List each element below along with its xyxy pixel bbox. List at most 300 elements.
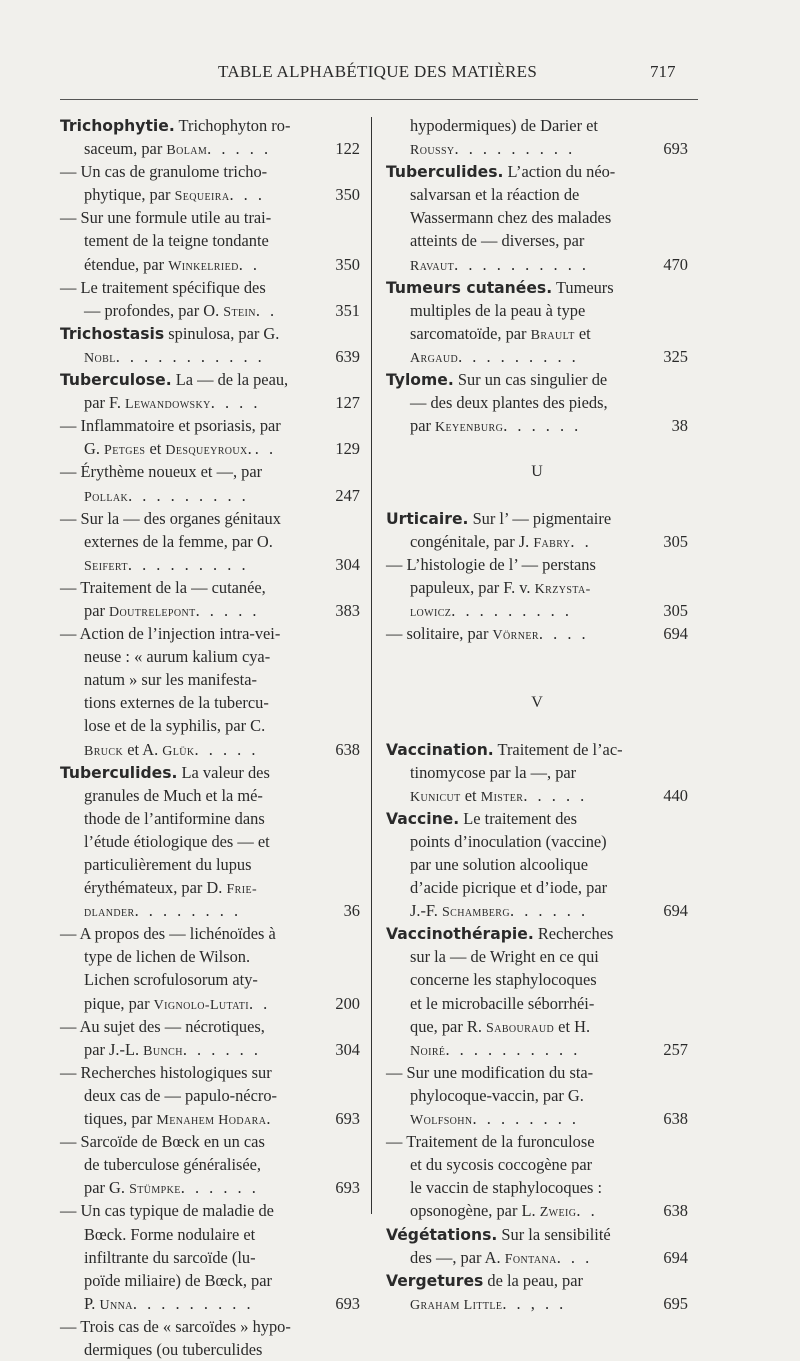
text-segment: et H. (554, 1016, 591, 1036)
index-line (60, 345, 360, 368)
index-line-text (84, 738, 258, 763)
author-name: Frie- (226, 882, 258, 898)
text-segment: Tumeurs (552, 277, 614, 297)
text-segment: par G. (84, 1178, 130, 1198)
page-number: 717 (650, 62, 676, 81)
index-line (386, 530, 688, 553)
dot-leader: . . . . . (207, 139, 272, 159)
text-segment: granules de Much et la mé- (84, 785, 263, 805)
text-segment: — Trois cas de « sarcoïdes » hypo- (60, 1316, 291, 1336)
author-name: Petges (104, 443, 146, 459)
author-name: Noiré (410, 1043, 446, 1059)
index-line-text (84, 691, 269, 714)
text-segment: multiples de la peau à type (410, 300, 586, 320)
index-line (60, 945, 360, 968)
index-line (60, 160, 360, 183)
dot-leader: . . . (556, 1247, 593, 1267)
dot-leader: . . . (229, 185, 265, 205)
index-line-text (386, 1269, 583, 1293)
index-line (60, 1338, 360, 1361)
text-segment: natum » sur les manifesta- (84, 670, 257, 690)
index-line (60, 576, 360, 599)
index-line-text (84, 1338, 262, 1361)
text-segment: tinomycose par la —, par (410, 762, 577, 782)
index-line (60, 229, 360, 252)
text-segment: que, par R. (410, 1016, 487, 1036)
index-line (60, 1015, 360, 1038)
index-line-text (410, 1084, 584, 1107)
author-name: Graham Little (410, 1297, 503, 1313)
index-line (386, 1246, 688, 1269)
right-column (386, 114, 688, 1315)
index-line-text (84, 714, 265, 737)
index-line (60, 530, 360, 553)
dot-leader: . . (576, 1201, 598, 1221)
blank-line (386, 484, 688, 507)
text-segment: pique, par (84, 993, 154, 1013)
author-name: Stümpke (129, 1182, 181, 1198)
index-line (386, 899, 688, 922)
text-segment: et le microbacille séborrhéi- (410, 993, 595, 1013)
text-segment: phytique, par (84, 185, 175, 205)
text-segment: des —, par A. (410, 1247, 505, 1267)
index-line-text (84, 437, 276, 462)
index-line-text (84, 668, 257, 691)
index-line-text (84, 599, 260, 624)
header-rule (60, 99, 698, 100)
text-segment: deux cas de — papulo-nécro- (84, 1085, 277, 1105)
index-line-text (84, 137, 271, 162)
entry-heading: Trichophytie. (60, 117, 175, 135)
dot-leader: . . (255, 300, 278, 320)
index-line-text (410, 830, 607, 853)
text-segment: — Traitement de la furonculose (386, 1132, 595, 1152)
author-name: Unna (99, 1297, 133, 1313)
text-segment: atteints de — diverses, par (410, 231, 585, 251)
text-segment: de tuberculose généralisée, (84, 1155, 262, 1175)
text-segment: Lichen scrofulosorum aty- (84, 970, 258, 990)
text-segment: — profondes, par O. (84, 300, 224, 320)
author-name: Glük (162, 743, 195, 759)
index-line-text (410, 322, 591, 347)
text-segment: L’action du néo- (503, 162, 616, 182)
index-line (386, 137, 688, 160)
index-line (60, 484, 360, 507)
dot-leader: . . . . . . . . . . . (115, 346, 265, 366)
text-segment: et (460, 785, 481, 805)
text-segment: poïde miliaire) de Bœck, par (84, 1270, 272, 1290)
text-segment: papuleux, par F. v. (410, 577, 535, 597)
text-segment: saceum, par (84, 139, 167, 159)
index-line-text (410, 1107, 579, 1132)
index-line (60, 807, 360, 830)
index-line (386, 876, 688, 899)
text-segment: — Action de l’injection intra-vei- (60, 624, 281, 644)
index-line (60, 853, 360, 876)
index-line-text (60, 1061, 272, 1084)
text-segment: — Inflammatoire et psoriasis, par (60, 416, 281, 436)
author-name: Krzysta- (534, 581, 591, 597)
index-line (60, 784, 360, 807)
index-line (386, 830, 688, 853)
index-line-text (410, 1153, 592, 1176)
index-line-text (60, 507, 281, 530)
index-line-text (410, 114, 598, 137)
index-line-text (410, 345, 579, 370)
index-line-text (84, 1153, 261, 1176)
index-line (60, 1246, 360, 1269)
page-ref: 129 (335, 439, 360, 459)
index-line (386, 183, 688, 206)
index-line (386, 507, 688, 530)
index-line-text (84, 1176, 259, 1201)
index-line (60, 437, 360, 460)
index-line (60, 876, 360, 899)
text-segment: Wassermann chez des malades (410, 208, 612, 228)
index-line (60, 553, 360, 576)
entry-heading: Vergetures (386, 1271, 484, 1290)
text-segment: érythémateux, par D. (84, 878, 227, 898)
dot-leader: . . (570, 531, 592, 551)
index-line-text (84, 807, 265, 830)
index-line-text (386, 507, 611, 531)
text-segment: et (574, 323, 591, 343)
page-ref: 383 (335, 600, 360, 620)
index-line (60, 830, 360, 853)
section-letter: U (531, 463, 543, 481)
index-line-text (84, 1246, 256, 1269)
text-segment: étendue, par (84, 254, 169, 274)
index-line (386, 229, 688, 252)
index-line-text (84, 945, 250, 968)
index-line-text (410, 530, 592, 555)
index-line (386, 276, 688, 299)
index-line-text (410, 1292, 566, 1317)
column-divider (371, 117, 372, 1214)
index-line-text (60, 761, 270, 785)
index-line (60, 922, 360, 945)
index-line-text (84, 899, 241, 924)
text-segment: — Recherches histologiques sur (60, 1062, 272, 1082)
dot-leader: . . . . . (194, 739, 259, 759)
index-line-text (410, 1199, 598, 1224)
text-segment: opsonogène, par L. (410, 1201, 540, 1221)
index-line-text (60, 206, 271, 229)
dot-leader: . . . . . . . . . (128, 485, 249, 505)
index-line-text (386, 622, 589, 647)
index-line-text (84, 553, 249, 578)
page-ref: 200 (335, 993, 360, 1013)
index-line-text (84, 1292, 254, 1317)
index-line-text (84, 345, 265, 370)
index-line (60, 253, 360, 276)
index-line-text (410, 945, 599, 968)
page-ref: 350 (335, 254, 360, 274)
index-line (386, 391, 688, 414)
page-ref: 695 (663, 1293, 688, 1313)
index-line-text (410, 137, 575, 162)
index-line (386, 322, 688, 345)
index-line-text (386, 1223, 611, 1247)
author-name: lowicz (410, 604, 452, 620)
index-line-text (60, 368, 288, 392)
blank-line (386, 668, 688, 691)
entry-heading: Vaccination. (386, 740, 494, 759)
index-line-text (410, 992, 594, 1015)
index-line-text (410, 599, 572, 624)
index-line-text (84, 530, 273, 553)
page-ref: 694 (663, 901, 688, 921)
author-name: Stein (223, 304, 256, 320)
index-line (60, 391, 360, 414)
index-line-text (60, 576, 266, 599)
text-segment: phylocoque-vaccin, par G. (410, 1085, 584, 1105)
text-segment: type de lichen de Wilson. (84, 947, 251, 967)
index-line (386, 784, 688, 807)
index-line (386, 1153, 688, 1176)
index-line-text (84, 1223, 255, 1246)
index-line-text (386, 1130, 594, 1153)
index-line (60, 1199, 360, 1222)
index-line (60, 1176, 360, 1199)
index-line (60, 714, 360, 737)
index-line-text (84, 1269, 272, 1292)
text-segment: — Érythème noueux et —, par (60, 462, 263, 482)
index-line-text (410, 876, 607, 899)
text-segment: — Sarcoïde de Bœck en un cas (60, 1132, 265, 1152)
dot-leader: . . . . . . . . (134, 901, 242, 921)
index-line-text (386, 738, 623, 762)
index-line-text (60, 160, 267, 183)
index-line-text (84, 299, 277, 324)
text-segment: La valeur des (177, 762, 270, 782)
page-ref: 304 (335, 554, 360, 574)
text-segment: concerne les staphylocoques (410, 970, 597, 990)
text-segment: le vaccin de staphylocoques : (410, 1178, 603, 1198)
text-segment: par J.-L. (84, 1039, 144, 1059)
text-segment: par F. (84, 393, 126, 413)
section-letter: V (531, 694, 543, 712)
author-name: Brault (530, 327, 575, 343)
index-line-text (84, 645, 270, 668)
entry-heading: Trichostasis (60, 324, 165, 343)
index-line-text (410, 229, 584, 252)
index-line (386, 1084, 688, 1107)
text-segment: — Sur la — des organes génitaux (60, 508, 281, 528)
index-line (60, 114, 360, 137)
index-line-text (84, 1084, 277, 1107)
index-line-text (410, 414, 581, 439)
index-line (386, 1199, 688, 1222)
index-line-text (410, 968, 597, 991)
text-segment: dermiques (ou tuberculides (84, 1339, 263, 1359)
page-ref: 693 (663, 139, 688, 159)
index-line (60, 738, 360, 761)
left-column (60, 114, 360, 1361)
index-line-text (386, 553, 596, 576)
text-segment: infiltrante du sarcoïde (lu- (84, 1247, 256, 1267)
index-line (60, 1292, 360, 1315)
index-line (386, 345, 688, 368)
index-line (60, 645, 360, 668)
index-line-text (84, 853, 252, 876)
text-segment: — A propos des — lichénoïdes à (60, 924, 276, 944)
text-segment: Trichophyton ro- (174, 116, 291, 135)
index-line-text (84, 253, 260, 278)
text-segment: spinulosa, par G. (164, 323, 280, 343)
index-line (60, 1061, 360, 1084)
text-segment: sarcomatoïde, par (410, 323, 531, 343)
index-line-text (386, 276, 614, 300)
dot-leader: . . . . . . . . . (458, 346, 579, 366)
entry-heading: Végétations. (386, 1225, 498, 1244)
author-name: Nobl (84, 350, 116, 366)
blank-line (386, 714, 688, 737)
index-line (60, 368, 360, 391)
dot-leader: . . . . . . . . (472, 1109, 580, 1129)
dot-leader: . . (248, 993, 271, 1013)
blank-line (386, 437, 688, 460)
author-name: Roussy (410, 143, 455, 159)
index-line (60, 599, 360, 622)
index-line (386, 945, 688, 968)
index-line-text (84, 968, 258, 991)
index-line (60, 322, 360, 345)
text-segment: particulièrement du lupus (84, 855, 252, 874)
dot-leader: . . . . . (523, 785, 588, 805)
text-segment: Traitement de l’ac- (493, 739, 623, 759)
index-line (386, 738, 688, 761)
index-line-text (60, 460, 262, 483)
index-line (60, 899, 360, 922)
text-segment: sur la — de Wright en ce qui (410, 947, 599, 967)
index-line-text (410, 784, 587, 809)
text-segment: de la peau, par (483, 1270, 583, 1290)
index-line (60, 299, 360, 322)
index-line-text (410, 576, 591, 601)
author-name: Pollak (84, 489, 129, 505)
author-name: Fontana (504, 1251, 557, 1267)
index-line-text (60, 114, 290, 138)
dot-leader: . . . . (210, 393, 261, 413)
index-line (386, 414, 688, 437)
index-line (60, 668, 360, 691)
index-line-text (410, 899, 588, 924)
page-ref: 36 (343, 901, 360, 921)
index-line-text (84, 229, 269, 252)
page-ref: 350 (335, 185, 360, 205)
page-ref: 638 (663, 1201, 688, 1221)
index-line-text (60, 1315, 291, 1338)
author-name: Schamberg (441, 905, 510, 921)
dot-leader: . . . . . . (510, 901, 589, 921)
index-line-text (84, 183, 265, 208)
index-line (386, 1130, 688, 1153)
index-line (60, 1269, 360, 1292)
index-line-text (84, 484, 249, 509)
entry-heading: Tumeurs cutanées. (386, 278, 553, 297)
text-segment: — Sur une formule utile au trai- (60, 208, 272, 228)
text-segment: Bœck. Forme nodulaire et (84, 1224, 256, 1244)
text-segment: tiques, par (84, 1109, 157, 1129)
index-line-text (410, 853, 588, 876)
index-line (60, 1315, 360, 1338)
index-line-text (84, 876, 257, 901)
dot-leader: . . (238, 254, 261, 274)
text-segment: — Au sujet des — nécrotiques, (60, 1016, 265, 1036)
index-line (386, 1176, 688, 1199)
text-segment: — Sur une modification du sta- (386, 1062, 594, 1082)
index-line (386, 160, 688, 183)
page-ref: 305 (663, 531, 688, 551)
page-ref: 639 (335, 346, 360, 366)
index-line (386, 992, 688, 1015)
running-title: TABLE ALPHABÉTIQUE DES MATIÈRES (218, 62, 538, 81)
author-name: Mister (480, 789, 524, 805)
index-line-text (386, 922, 613, 946)
page-ref: 122 (335, 139, 360, 159)
dot-leader: . . . . . . (182, 1039, 261, 1059)
index-line (60, 137, 360, 160)
text-segment: — des deux plantes des pieds, (410, 393, 608, 413)
index-line (60, 460, 360, 483)
text-segment: thode de l’antiformine dans (84, 808, 265, 828)
index-line-text (84, 830, 270, 853)
text-segment: points d’inoculation (vaccine) (410, 831, 607, 851)
index-line (60, 183, 360, 206)
index-line-text (84, 784, 263, 807)
author-name: Vignolo-Lutati (153, 997, 249, 1013)
dot-leader: . . . . . . (180, 1178, 259, 1198)
page-ref: 694 (663, 624, 688, 644)
index-line (386, 206, 688, 229)
text-segment: Le traitement des (459, 808, 578, 828)
index-line (60, 414, 360, 437)
index-line-text (84, 1107, 273, 1132)
text-segment: neuse : « aurum kalium cya- (84, 647, 271, 667)
page-ref: 127 (335, 393, 360, 413)
text-segment: G. (84, 439, 105, 459)
index-line (60, 1038, 360, 1061)
page-header (0, 62, 800, 86)
text-segment: Sur la sensibilité (497, 1224, 611, 1244)
index-line (386, 853, 688, 876)
index-line (386, 553, 688, 576)
index-line-text (410, 391, 608, 414)
index-line (386, 1292, 688, 1315)
index-line (386, 1038, 688, 1061)
entry-heading: Tuberculose. (60, 371, 172, 390)
index-line (386, 622, 688, 645)
text-segment: La — de la peau, (171, 370, 289, 390)
author-name: Bruck (84, 743, 124, 759)
page-ref: 305 (663, 600, 688, 620)
text-segment: externes de la femme, par O. (84, 531, 273, 551)
page-ref: 694 (663, 1247, 688, 1267)
index-line (386, 807, 688, 830)
text-segment: Sur un cas singulier de (453, 370, 608, 390)
text-segment: P. (84, 1293, 100, 1313)
index-line (386, 114, 688, 137)
index-line-text (84, 992, 270, 1017)
dot-leader: . . . . . . . . . (132, 1293, 254, 1313)
index-line-text (60, 922, 276, 945)
index-line (386, 1015, 688, 1038)
page-ref: 257 (663, 1039, 688, 1059)
entry-heading: Vaccinothérapie. (386, 925, 534, 944)
index-line-text (410, 206, 611, 229)
page-ref: 325 (663, 346, 688, 366)
